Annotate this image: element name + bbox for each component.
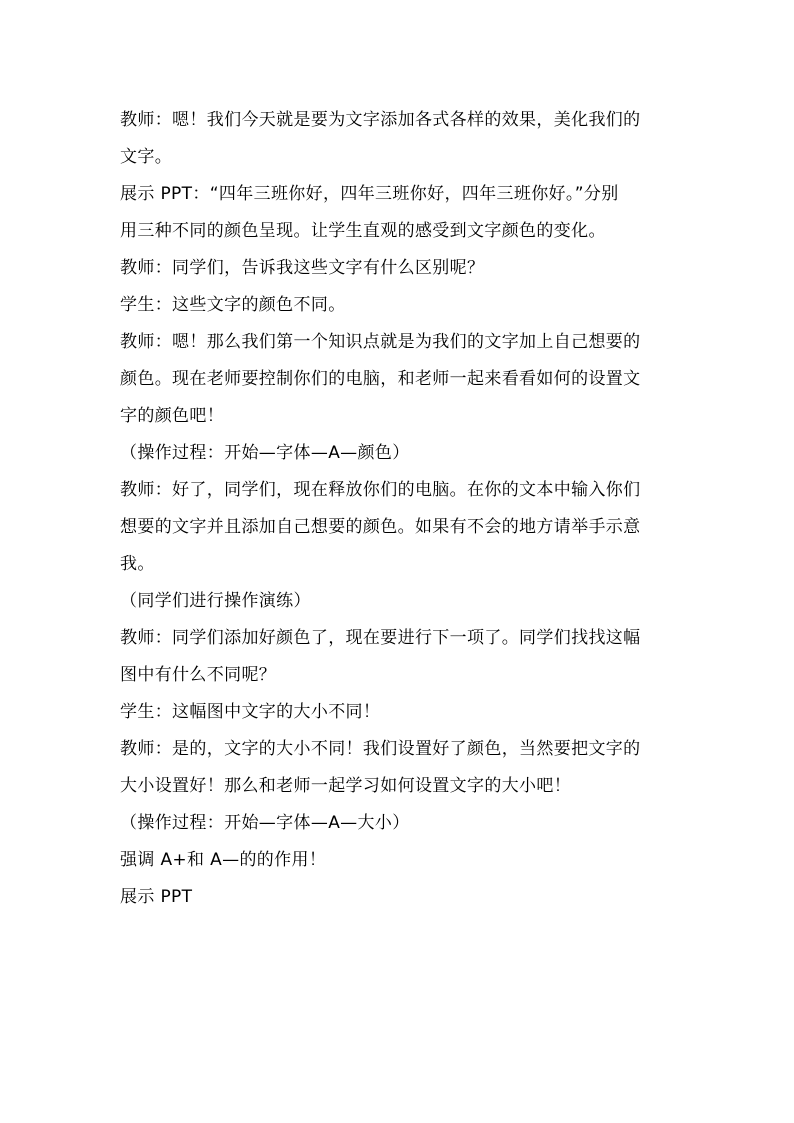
paragraph-line: 用三种不同的颜色呈现。让学生直观的感受到文字颜色的变化。	[120, 221, 606, 241]
paragraph-line: 教师：同学们添加好颜色了，现在要进行下一项了。同学们找找这幅	[120, 628, 641, 648]
paragraph-line: 教师：嗯！那么我们第一个知识点就是为我们的文字加上自己想要的	[120, 332, 641, 352]
paragraph-line: 文字。	[120, 147, 173, 167]
paragraph-line: 教师：嗯！我们今天就是要为文字添加各式各样的效果，美化我们的	[120, 110, 641, 130]
paragraph-line: 字的颜色吧！	[120, 406, 225, 426]
paragraph-line: 学生：这幅图中文字的大小不同！	[120, 702, 381, 722]
document-body	[120, 103, 685, 914]
paragraph-line: 学生：这些文字的颜色不同。	[120, 295, 346, 315]
paragraph-line: 教师：同学们，告诉我这些文字有什么区别呢？	[120, 258, 485, 278]
paragraph-line: 想要的文字并且添加自己想要的颜色。如果有不会的地方请举手示意	[120, 517, 641, 537]
paragraph-line: 图中有什么不同呢？	[120, 665, 277, 685]
paragraph-line: 大小设置好！那么和老师一起学习如何设置文字的大小吧！	[120, 776, 572, 796]
paragraph-line: 教师：是的，文字的大小不同！我们设置好了颜色，当然要把文字的	[120, 739, 641, 759]
paragraph-line: （操作过程：开始—字体—A—颜色）	[120, 443, 410, 463]
paragraph-line: 展示 PPT	[120, 887, 193, 907]
paragraph-line: （操作过程：开始—字体—A—大小）	[120, 813, 410, 833]
paragraph-line: 展示 PPT：“四年三班你好，四年三班你好，四年三班你好。”分别	[120, 184, 619, 204]
paragraph-line: 我。	[120, 554, 155, 574]
paragraph-line: 颜色。现在老师要控制你们的电脑，和老师一起来看看如何的设置文	[120, 369, 641, 389]
paragraph-line: 强调 A+和 A—的的作用！	[120, 850, 327, 870]
paragraph-line: 教师：好了，同学们，现在释放你们的电脑。在你的文本中输入你们	[120, 480, 641, 500]
paragraph-line: （同学们进行操作演练）	[120, 591, 311, 611]
